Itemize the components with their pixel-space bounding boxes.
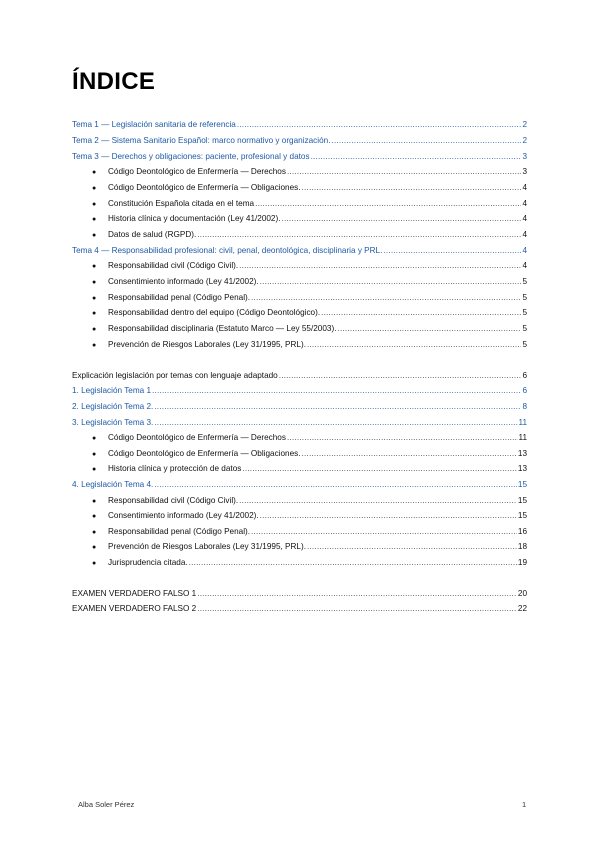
footer-page-number: 1 xyxy=(522,800,527,809)
toc-leader xyxy=(302,181,522,195)
toc-entry-label: Historia clínica y protección de datos xyxy=(108,464,242,473)
toc-subentry[interactable] xyxy=(92,540,527,554)
toc-page-number: 13 xyxy=(517,464,527,473)
toc-leader xyxy=(154,400,521,414)
toc-entry-label: Código Deontológico de Enfermería — Derechos xyxy=(108,433,286,442)
footer-author: Alba Soler Pérez xyxy=(78,800,135,809)
toc-page-number: 4 xyxy=(522,183,527,192)
bullet-icon: ● xyxy=(92,216,97,223)
toc-leader xyxy=(307,338,521,352)
toc-entry-label: 4. Legislación Tema 4. xyxy=(72,480,154,489)
page-title: ÍNDICE xyxy=(72,68,156,95)
toc-subentry[interactable] xyxy=(92,431,527,445)
toc-leader xyxy=(311,150,522,164)
toc-leader xyxy=(279,369,522,383)
toc-leader xyxy=(251,525,517,539)
bullet-icon: ● xyxy=(92,201,97,208)
toc-page-number: 3 xyxy=(522,167,527,176)
toc-page-number: 15 xyxy=(517,480,527,489)
toc-leader xyxy=(189,556,517,570)
toc-entry-label: Responsabilidad civil (Código Civil). xyxy=(108,261,239,270)
bullet-icon: ● xyxy=(92,310,97,317)
toc-page-number: 18 xyxy=(517,542,527,551)
toc-page-number: 22 xyxy=(517,604,527,613)
toc-page-number: 6 xyxy=(522,386,527,395)
toc-entry-label: Código Deontológico de Enfermería — Derechos xyxy=(108,167,286,176)
toc-entry-label: 1. Legislación Tema 1 xyxy=(72,386,152,395)
bullet-icon: ● xyxy=(92,466,97,473)
toc-entry-examen-1[interactable] xyxy=(72,587,527,601)
toc-page-number: 4 xyxy=(522,230,527,239)
toc-leader xyxy=(307,540,517,554)
toc-entry-label: Prevención de Riesgos Laborales (Ley 31/1995, PRL). xyxy=(108,340,306,349)
toc-subentry[interactable] xyxy=(92,447,527,461)
toc-entry-tema-1[interactable] xyxy=(72,118,527,132)
bullet-icon: ● xyxy=(92,279,97,286)
toc-page-number: 2 xyxy=(522,120,527,129)
toc-entry-label: EXAMEN VERDADERO FALSO 1 xyxy=(72,589,197,598)
bullet-icon: ● xyxy=(92,295,97,302)
toc-entry-label: Código Deontológico de Enfermería — Obligaciones. xyxy=(108,449,301,458)
toc-page-number: 4 xyxy=(522,261,527,270)
toc-entry-label: 2. Legislación Tema 2. xyxy=(72,402,154,411)
toc-page-number: 11 xyxy=(518,433,527,442)
toc-subentry[interactable] xyxy=(92,212,527,226)
toc-entry-label: Responsabilidad disciplinaria (Estatuto Marco — Ley 55/2003). xyxy=(108,324,337,333)
toc-entry-label: Historia clínica y documentación (Ley 41/2002). xyxy=(108,214,281,223)
toc-subentry[interactable] xyxy=(92,259,527,273)
toc-subentry[interactable] xyxy=(92,197,527,211)
toc-leader xyxy=(197,228,521,242)
bullet-icon: ● xyxy=(92,544,97,551)
toc-entry-label: Prevención de Riesgos Laborales (Ley 31/1995, PRL). xyxy=(108,542,306,551)
bullet-icon: ● xyxy=(92,560,97,567)
toc-leader xyxy=(154,416,517,430)
toc-page-number: 5 xyxy=(522,324,527,333)
toc-subentry[interactable] xyxy=(92,556,527,570)
toc-page-number: 5 xyxy=(522,293,527,302)
bullet-icon: ● xyxy=(92,169,97,176)
toc-leader xyxy=(260,509,517,523)
toc-entry-label: Responsabilidad dentro del equipo (Código Deontológico). xyxy=(108,308,321,317)
toc-leader xyxy=(197,602,517,616)
toc-entry-label: Responsabilidad penal (Código Penal). xyxy=(108,293,251,302)
toc-leader xyxy=(152,384,521,398)
toc-entry-label: Responsabilidad penal (Código Penal). xyxy=(108,527,251,536)
toc-entry-label: Tema 1 — Legislación sanitaria de referencia xyxy=(72,120,236,129)
toc-page-number: 2 xyxy=(522,136,527,145)
toc-subentry[interactable] xyxy=(92,165,527,179)
toc-subentry[interactable] xyxy=(92,462,527,476)
toc-entry-label: Tema 3 — Derechos y obligaciones: paciente, profesional y datos xyxy=(72,152,310,161)
toc-entry-label: Código Deontológico de Enfermería — Obligaciones. xyxy=(108,183,301,192)
toc-leader xyxy=(251,291,521,305)
toc-page-number: 20 xyxy=(517,589,527,598)
toc-entry-label: Tema 2 — Sistema Sanitario Español: marco normativo y organización. xyxy=(72,136,331,145)
toc-leader xyxy=(197,587,517,601)
toc-subentry[interactable] xyxy=(92,306,527,320)
toc-page-number: 13 xyxy=(517,449,527,458)
toc-entry-tema-3[interactable] xyxy=(72,150,527,164)
toc-page-number: 16 xyxy=(517,527,527,536)
bullet-icon: ● xyxy=(92,513,97,520)
toc-leader xyxy=(302,447,517,461)
toc-entry-legislacion-2[interactable] xyxy=(72,400,527,414)
bullet-icon: ● xyxy=(92,529,97,536)
toc-subentry[interactable] xyxy=(92,228,527,242)
toc-page-number: 5 xyxy=(522,277,527,286)
toc-leader xyxy=(154,478,517,492)
toc-page-number: 4 xyxy=(522,246,527,255)
toc-page-number: 19 xyxy=(517,558,527,567)
toc-page-number: 4 xyxy=(522,214,527,223)
toc-leader xyxy=(239,494,517,508)
toc-entry-label: Datos de salud (RGPD). xyxy=(108,230,197,239)
toc-leader xyxy=(281,212,521,226)
toc-page-number: 3 xyxy=(522,152,527,161)
toc-entry-examen-2[interactable] xyxy=(72,602,527,616)
toc-leader xyxy=(260,275,522,289)
toc-leader xyxy=(287,431,518,445)
toc-subentry[interactable] xyxy=(92,494,527,508)
toc-page-number: 8 xyxy=(522,402,527,411)
toc-leader xyxy=(237,118,522,132)
bullet-icon: ● xyxy=(92,342,97,349)
toc-entry-label: Jurisprudencia citada. xyxy=(108,558,188,567)
toc-page-number: 6 xyxy=(522,371,527,380)
bullet-icon: ● xyxy=(92,435,97,442)
toc-page-number: 5 xyxy=(522,340,527,349)
bullet-icon: ● xyxy=(92,451,97,458)
toc-subentry[interactable] xyxy=(92,275,527,289)
toc-entry-label: Tema 4 — Responsabilidad profesional: civil, penal, deontológica, disciplinaria y PRL. xyxy=(72,246,383,255)
bullet-icon: ● xyxy=(92,326,97,333)
toc-subentry[interactable] xyxy=(92,291,527,305)
bullet-icon: ● xyxy=(92,185,97,192)
toc-entry-label: Constitución Española citada en el tema xyxy=(108,199,255,208)
toc-page-number: 4 xyxy=(522,199,527,208)
toc-page-number: 11 xyxy=(518,418,527,427)
toc-leader xyxy=(287,165,521,179)
toc-entry-label: Consentimiento informado (Ley 41/2002). xyxy=(108,277,259,286)
toc-subentry[interactable] xyxy=(92,509,527,523)
toc-page-number: 15 xyxy=(517,511,527,520)
toc-leader xyxy=(337,322,521,336)
toc-leader xyxy=(383,244,521,258)
toc-leader xyxy=(331,134,521,148)
toc-entry-legislacion-1[interactable] xyxy=(72,384,527,398)
toc-leader xyxy=(321,306,521,320)
toc-entry-tema-4[interactable] xyxy=(72,244,527,258)
toc-leader xyxy=(239,259,521,273)
toc-entry-label: EXAMEN VERDADERO FALSO 2 xyxy=(72,604,197,613)
bullet-icon: ● xyxy=(92,232,97,239)
toc-page-number: 5 xyxy=(522,308,527,317)
bullet-icon: ● xyxy=(92,263,97,270)
toc-entry-label: 3. Legislación Tema 3. xyxy=(72,418,154,427)
toc-leader xyxy=(242,462,517,476)
toc-subentry[interactable] xyxy=(92,338,527,352)
toc-entry-legislacion-3[interactable] xyxy=(72,416,527,430)
toc-subentry[interactable] xyxy=(92,322,527,336)
toc-entry-explicacion[interactable] xyxy=(72,369,527,383)
toc-entry-tema-2[interactable] xyxy=(72,134,527,148)
toc-entry-label: Explicación legislación por temas con lenguaje adaptado xyxy=(72,371,278,380)
toc-leader xyxy=(255,197,521,211)
toc-entry-label: Consentimiento informado (Ley 41/2002). xyxy=(108,511,259,520)
toc-subentry[interactable] xyxy=(92,525,527,539)
toc-subentry[interactable] xyxy=(92,181,527,195)
toc-entry-legislacion-4[interactable] xyxy=(72,478,527,492)
toc-entry-label: Responsabilidad civil (Código Civil). xyxy=(108,496,239,505)
toc-page-number: 15 xyxy=(517,496,527,505)
bullet-icon: ● xyxy=(92,498,97,505)
